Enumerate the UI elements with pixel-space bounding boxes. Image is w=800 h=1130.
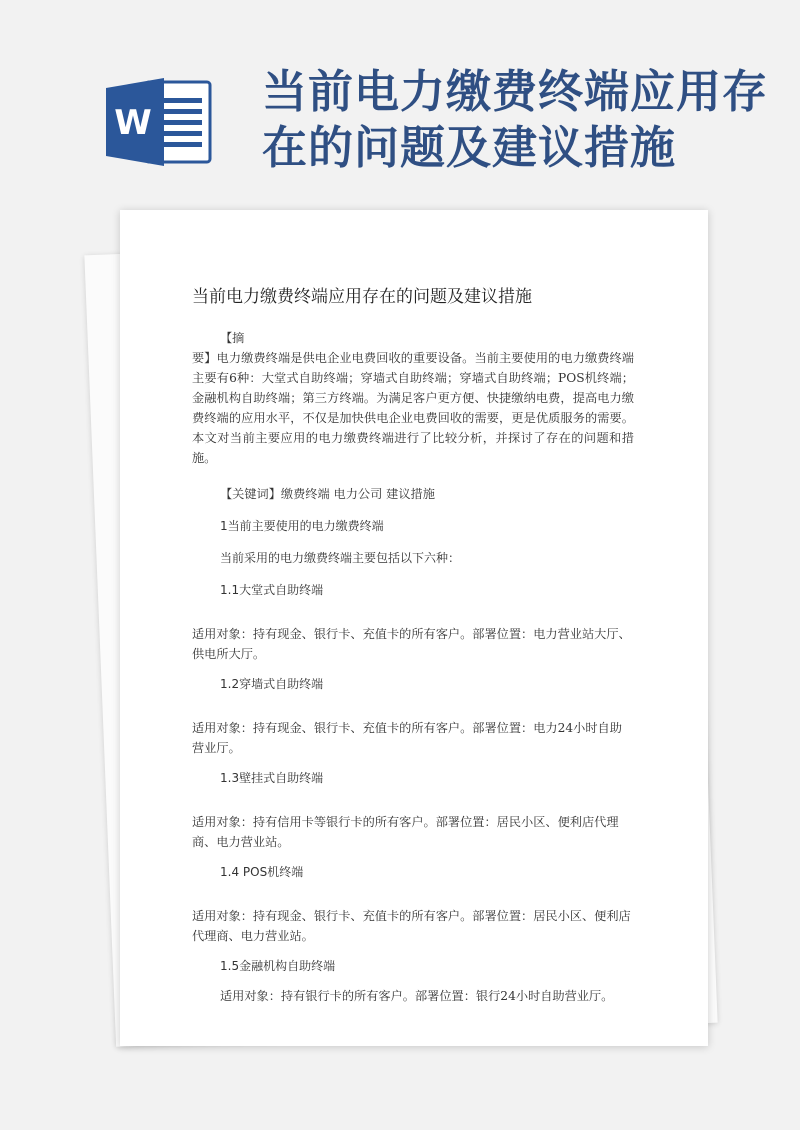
item-heading: 1.1大堂式自助终端 [220,583,324,597]
item-text: 适用对象：持有信用卡等银行卡的所有客户。部署位置：居民小区、便利店代理商、电力营业站。 [192,815,619,849]
document-page [120,210,708,1046]
keywords: 【关键词】缴费终端 电力公司 建议措施 [220,487,435,501]
banner-title: 当前电力缴费终端应用存在的问题及建议措施 [262,65,769,174]
abstract-text: 要】电力缴费终端是供电企业电费回收的重要设备。当前主要使用的电力缴费终端主要有6种：大堂式自助终端；穿墙式自助终端；穿墙式自助终端；POS机终端；金融机构自助终端；第三方终端。为满足客户更方便、快捷缴纳电费，提高电力缴费终端的应用水平，不仅是加快供电企业电费回收的需要，更是优质服务的需要。本文对当前主要应用的电力缴费终端进行了比较分析，并探讨了存在的问题和措施。 [192,351,634,465]
document-body [192,328,634,1006]
item-heading: 1.4 POS机终端 [220,865,304,879]
item-text: 适用对象：持有银行卡的所有客户。部署位置：银行24小时自助营业厅。 [220,989,614,1003]
item-heading: 1.3壁挂式自助终端 [220,771,324,785]
section-intro: 当前采用的电力缴费终端主要包括以下六种： [220,551,461,565]
abstract-heading: 【摘 [220,331,245,345]
word-document-icon [106,78,216,170]
section-heading: 1当前主要使用的电力缴费终端 [220,519,384,533]
item-heading: 1.2穿墙式自助终端 [220,677,324,691]
svg-text:W: W [114,103,152,143]
document-title: 当前电力缴费终端应用存在的问题及建议措施 [192,287,532,307]
item-text: 适用对象：持有现金、银行卡、充值卡的所有客户。部署位置：电力24小时自助营业厅。 [192,721,622,755]
item-heading: 1.5金融机构自助终端 [220,959,336,973]
item-text: 适用对象：持有现金、银行卡、充值卡的所有客户。部署位置：居民小区、便利店代理商、电力营业站。 [192,909,631,943]
item-text: 适用对象：持有现金、银行卡、充值卡的所有客户。部署位置：电力营业站大厅、供电所大厅。 [192,627,631,661]
